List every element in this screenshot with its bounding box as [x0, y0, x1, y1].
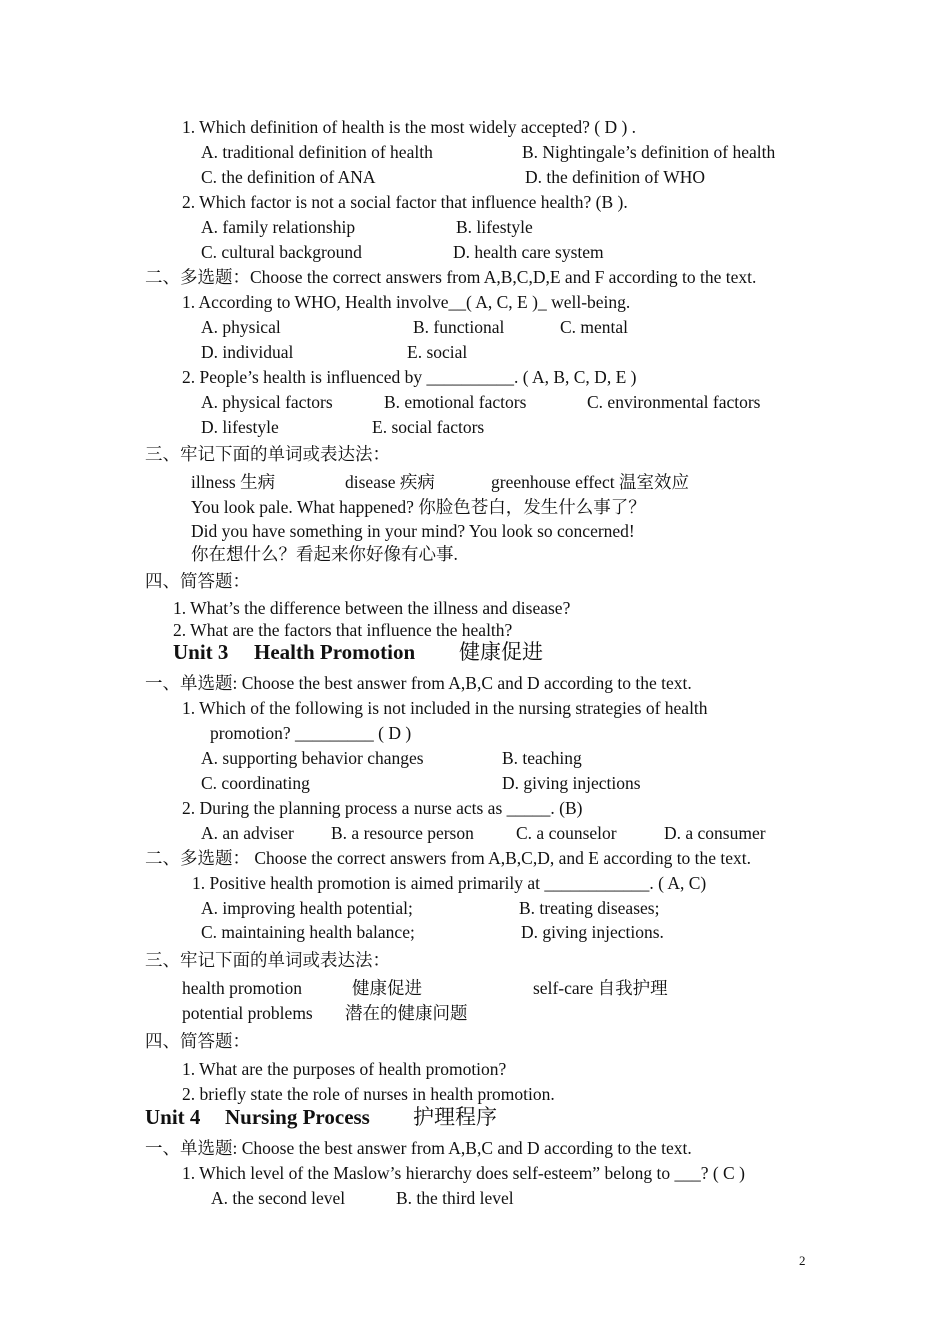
unit-title: Nursing Process: [225, 1105, 370, 1129]
question-2: 2. During the planning process a nurse acts as _____. (B): [182, 798, 583, 818]
question-2: 2. People’s health is influenced by __________. ( A, B, C, D, E ): [182, 367, 637, 387]
section-heading-short-answer: 四、简答题：: [145, 1031, 250, 1051]
option-e: E. social factors: [372, 417, 485, 437]
option-b: B. lifestyle: [456, 217, 533, 237]
section-heading-single-choice: 一、单选题: Choose the best answer from A,B,C and D according to the text.: [145, 673, 692, 693]
option-c: C. cultural background: [201, 242, 362, 262]
vocab-term: self-care 自我护理: [533, 978, 668, 998]
option-d: D. the definition of WHO: [525, 167, 705, 187]
option-b: B. a resource person: [331, 823, 474, 843]
vocab-expression: Did you have something in your mind? You look so concerned!: [191, 521, 635, 541]
unit-title-chinese: 护理程序: [413, 1105, 497, 1129]
option-b: B. functional: [413, 317, 505, 337]
option-c: C. the definition of ANA: [201, 167, 376, 187]
option-a: A. family relationship: [201, 217, 356, 237]
page-number: 2: [799, 1253, 806, 1268]
section-heading-single-choice: 一、单选题: Choose the best answer from A,B,C and D according to the text.: [145, 1138, 692, 1158]
section-heading-vocabulary: 三、牢记下面的单词或表达法：: [145, 950, 390, 970]
option-b: B. the third level: [396, 1188, 514, 1208]
option-d: D. health care system: [453, 242, 604, 262]
question-1: 1. According to WHO, Health involve__( A, C, E )_ well-being.: [182, 292, 631, 312]
option-b: B. Nightingale’s definition of health: [522, 142, 776, 162]
option-c: C. a counselor: [516, 823, 617, 843]
option-d: D. individual: [201, 342, 294, 362]
option-c: C. environmental factors: [587, 392, 761, 412]
option-a: A. physical factors: [201, 392, 333, 412]
option-e: E. social: [407, 342, 468, 362]
option-d: D. giving injections: [502, 773, 641, 793]
option-d: D. a consumer: [664, 823, 766, 843]
option-b: B. teaching: [502, 748, 582, 768]
question-1: 1. Which of the following is not included in the nursing strategies of health: [182, 698, 708, 718]
vocab-term: illness 生病: [191, 472, 276, 492]
section-heading-short-answer: 四、简答题：: [145, 571, 250, 591]
short-question: 2. What are the factors that influence the health?: [173, 620, 513, 640]
question-1: 1. Which definition of health is the most widely accepted? ( D ) .: [182, 117, 637, 137]
unit-number: Unit 4: [145, 1105, 201, 1129]
section-heading-multiple-choice: 二、多选题：Choose the correct answers from A,B,C,D,E and F according to the text.: [145, 267, 757, 287]
option-c: C. mental: [560, 317, 629, 337]
option-a: A. supporting behavior changes: [201, 748, 424, 768]
vocab-term: 潜在的健康问题: [345, 1003, 468, 1023]
short-question: 1. What’s the difference between the illness and disease?: [173, 598, 571, 618]
option-d: D. giving injections.: [521, 922, 664, 942]
option-b: B. emotional factors: [384, 392, 527, 412]
vocab-term: health promotion: [182, 978, 303, 998]
unit-number: Unit 3: [173, 640, 229, 664]
option-a: A. physical: [201, 317, 281, 337]
option-c: C. coordinating: [201, 773, 310, 793]
vocab-term: 健康促进: [352, 978, 422, 998]
vocab-term: disease 疾病: [345, 472, 435, 492]
section-heading-vocabulary: 三、牢记下面的单词或表达法：: [145, 444, 390, 464]
option-a: A. improving health potential;: [201, 898, 413, 918]
section-heading-multiple-choice: 二、多选题： Choose the correct answers from A,B,C,D, and E according to the text.: [145, 848, 752, 868]
unit-title: Health Promotion: [254, 640, 416, 664]
question-1: 1. Positive health promotion is aimed primarily at ____________. ( A, C): [192, 873, 707, 893]
option-a: A. traditional definition of health: [201, 142, 433, 162]
option-b: B. treating diseases;: [519, 898, 660, 918]
vocab-term: greenhouse effect 温室效应: [491, 472, 689, 492]
vocab-expression: 你在想什么？看起来你好像有心事.: [191, 544, 458, 564]
vocab-expression: You look pale. What happened? 你脸色苍白，发生什么事了？: [191, 497, 646, 517]
short-question: 2. briefly state the role of nurses in health promotion.: [182, 1084, 555, 1104]
short-question: 1. What are the purposes of health promotion?: [182, 1059, 507, 1079]
option-a: A. the second level: [211, 1188, 346, 1208]
question-1: 1. Which level of the Maslow’s hierarchy does self-esteem” belong to ___? ( C ): [182, 1163, 745, 1183]
question-1-continued: promotion? _________ ( D ): [210, 723, 412, 743]
option-c: C. maintaining health balance;: [201, 922, 415, 942]
vocab-term: potential problems: [182, 1003, 313, 1023]
option-a: A. an adviser: [201, 823, 294, 843]
unit-title-chinese: 健康促进: [459, 640, 543, 664]
option-d: D. lifestyle: [201, 417, 279, 437]
question-2: 2. Which factor is not a social factor that influence health? (B ).: [182, 192, 628, 212]
